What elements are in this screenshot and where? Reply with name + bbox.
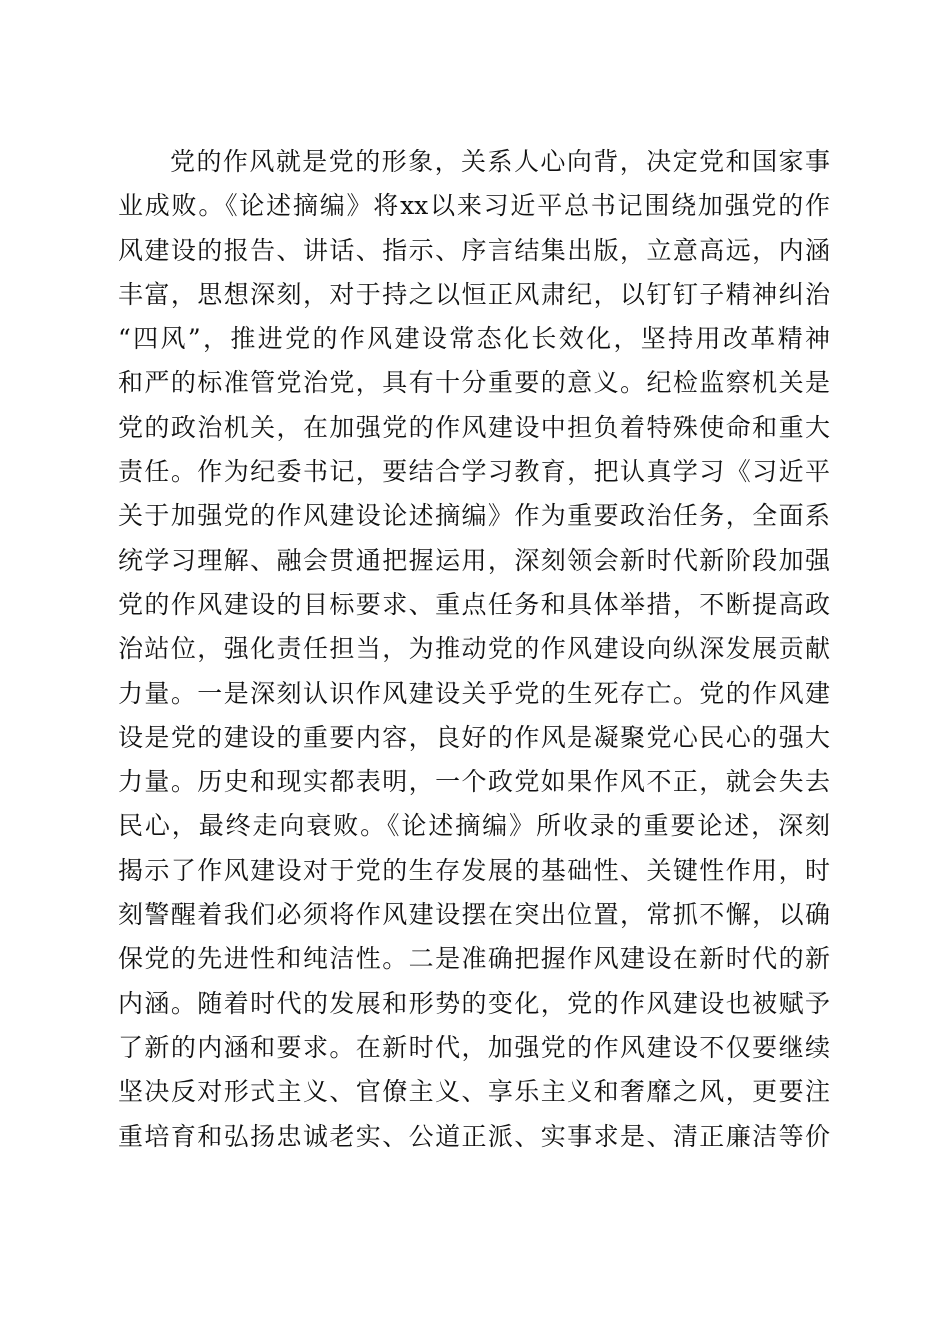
paragraph-line: 力量。一是深刻认识作风建设关乎党的生死存亡。党的作风建 [118, 678, 830, 708]
paragraph-line: 了新的内涵和要求。在新时代，加强党的作风建设不仅要继续 [118, 1032, 830, 1062]
paragraph-line: 和严的标准管党治党，具有十分重要的意义。纪检监察机关是 [118, 368, 830, 398]
paragraph-line: “四风”，推进党的作风建设常态化长效化，坚持用改革精神 [118, 324, 830, 354]
paragraph-line: 党的作风建设的目标要求、重点任务和具体举措，不断提高政 [118, 589, 830, 619]
paragraph-line: 统学习理解、融会贯通把握运用，深刻领会新时代新阶段加强 [118, 545, 830, 575]
paragraph-line: 内涵。随着时代的发展和形势的变化，党的作风建设也被赋予 [118, 988, 830, 1018]
paragraph-line: 治站位，强化责任担当，为推动党的作风建设向纵深发展贡献 [118, 634, 830, 664]
paragraph-line: 揭示了作风建设对于党的生存发展的基础性、关键性作用，时 [118, 855, 830, 885]
paragraph-line: 设是党的建设的重要内容，良好的作风是凝聚党心民心的强大 [118, 722, 830, 752]
paragraph-line: 党的政治机关，在加强党的作风建设中担负着特殊使命和重大 [118, 412, 830, 442]
paragraph-line: 关于加强党的作风建设论述摘编》作为重要政治任务，全面系 [118, 501, 830, 531]
paragraph-line: 力量。历史和现实都表明，一个政党如果作风不正，就会失去 [118, 767, 830, 797]
paragraph-line: 业成败。《论述摘编》将xx以来习近平总书记围绕加强党的作 [118, 191, 830, 221]
paragraph-line: 坚决反对形式主义、官僚主义、享乐主义和奢靡之风，更要注 [118, 1077, 830, 1107]
paragraph-line: 风建设的报告、讲话、指示、序言结集出版，立意高远，内涵 [118, 235, 830, 265]
paragraph-line: 刻警醒着我们必须将作风建设摆在突出位置，常抓不懈，以确 [118, 900, 830, 930]
paragraph-line: 重培育和弘扬忠诚老实、公道正派、实事求是、清正廉洁等价 [118, 1121, 830, 1151]
body-paragraph [118, 140, 830, 1159]
paragraph-line: 丰富，思想深刻，对于持之以恒正风肃纪，以钉钉子精神纠治 [118, 279, 830, 309]
paragraph-line: 保党的先进性和纯洁性。二是准确把握作风建设在新时代的新 [118, 944, 830, 974]
paragraph-line: 党的作风就是党的形象，关系人心向背，决定党和国家事 [170, 147, 830, 176]
paragraph-line: 民心，最终走向衰败。《论述摘编》所收录的重要论述，深刻 [118, 811, 830, 841]
paragraph-line: 责任。作为纪委书记，要结合学习教育，把认真学习《习近平 [118, 457, 830, 487]
